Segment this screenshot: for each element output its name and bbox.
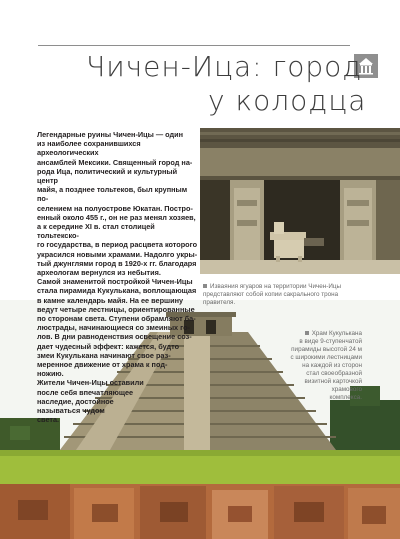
caption-line: Храм Кукулькана bbox=[311, 330, 362, 337]
text-line: змеи Кукулькана начинают свое раз- bbox=[37, 350, 171, 360]
caption-line: с широкими лестницами bbox=[290, 354, 362, 361]
text-line: а к середине XI в. стал столицей тольтекско- bbox=[37, 222, 155, 241]
text-line: света. bbox=[37, 415, 60, 425]
text-line: ведут четыре лестницы, ориентированные bbox=[37, 304, 195, 314]
caption-line: правителя. bbox=[203, 299, 236, 306]
text-line: дает чудесный эффект: кажется, будто bbox=[37, 341, 180, 351]
article-paragraph-1 bbox=[37, 130, 198, 277]
caption-line: пирамиды высотой 24 м bbox=[291, 346, 362, 353]
caption-line: комплекса. bbox=[329, 394, 362, 401]
text-line: называться чудом bbox=[37, 406, 105, 416]
text-line: украсился новыми храмами. Надолго укры- bbox=[37, 249, 198, 259]
jaguar-throne-photo bbox=[200, 128, 400, 274]
caption-line: храмового bbox=[331, 386, 362, 393]
caption-bullet-icon bbox=[305, 331, 309, 335]
jaguar-photo-caption bbox=[203, 283, 383, 307]
text-line: ансамблей Мексики. Священный город на- bbox=[37, 157, 193, 167]
article-paragraph-2 bbox=[37, 277, 198, 378]
text-line: из наиболее сохранившихся археологических bbox=[37, 139, 141, 158]
text-line: тый джунглями город в 1920-х гг. благодаря bbox=[37, 258, 197, 268]
caption-line: стал своеобразной bbox=[306, 370, 362, 377]
caption-line: представляют собой копии сакрального трона bbox=[203, 291, 339, 298]
text-line: меренное движение от храма к под- bbox=[37, 360, 168, 370]
caption-bullet-icon bbox=[203, 284, 207, 288]
text-line: рода Ица, политический и культурный центр bbox=[37, 166, 178, 186]
header-rule bbox=[38, 45, 350, 46]
text-line: Легендарные руины Чичен-Ицы — один bbox=[37, 130, 184, 139]
text-line: го государства, в период расцвета которого bbox=[37, 240, 198, 250]
text-line: стала пирамида Кукулькана, воплощающая bbox=[37, 286, 197, 296]
text-line: после себя впечатляющее bbox=[37, 387, 134, 397]
caption-line: визитной карточкой bbox=[304, 378, 362, 385]
text-line: енный около 455 г., он не раз менял хозяев, bbox=[37, 212, 196, 222]
text-line: селением на полуострове Юкатан. Постро- bbox=[37, 203, 193, 213]
text-line: майя, а позднее тольтеков, был крупным по- bbox=[37, 185, 188, 204]
article-body bbox=[37, 130, 198, 425]
page-title: Чичен-Ица: город bbox=[86, 50, 363, 83]
pyramid-photo-caption bbox=[252, 330, 362, 402]
text-line: по сторонам света. Ступени обрамляют ба- bbox=[37, 314, 196, 324]
text-line: ножию. bbox=[37, 369, 64, 379]
text-line: археологам вернулся из небытия. bbox=[37, 268, 161, 278]
text-line: в камне календарь майя. На ее вершину bbox=[37, 295, 184, 305]
caption-line: на каждой из сторон bbox=[302, 362, 362, 369]
text-line: лов. В дни равноденствия освещение соз- bbox=[37, 332, 192, 342]
text-line: наследие, достойное bbox=[37, 396, 114, 406]
text-line: Самой знаменитой постройкой Чичен-Ицы bbox=[37, 277, 193, 287]
caption-line: в виде 9-ступенчатой bbox=[299, 338, 362, 345]
article-paragraph-3 bbox=[37, 378, 198, 424]
text-line: Жители Чичен-Ицы оставили bbox=[37, 378, 144, 388]
page-title-line-2: у колодца bbox=[208, 84, 367, 117]
caption-line: Изваяния ягуаров на территории Чичен-Ицы bbox=[210, 283, 342, 290]
text-line: люстрады, начинающиеся со змеиных го- bbox=[37, 323, 190, 333]
